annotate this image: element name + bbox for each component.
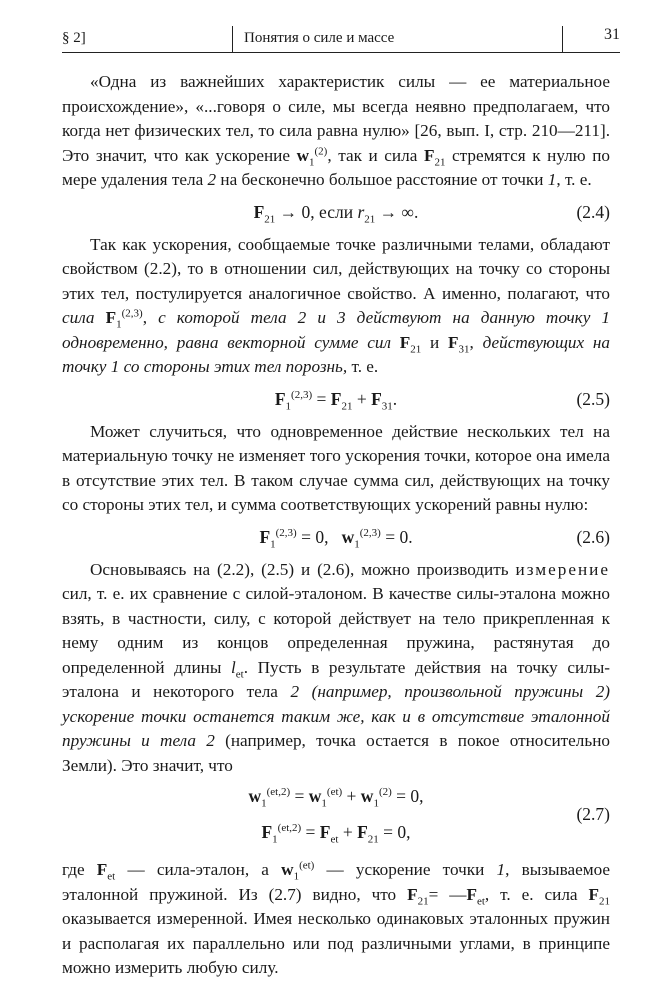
header-divider-left <box>232 26 233 52</box>
equation-number: (2.4) <box>576 201 610 222</box>
paragraph-5: где $F_{et}$ — сила-эталон, а $w_1^{(et)}$ — ускорение точки 1, вызываемое эталонной пружиной. Из (2.7) видно, что $F_{21}=$ $—F_{et}$, т. е. сила $F_{21}$ оказывается измеренной. Имея несколько одинаковых эталонных пружин и располагая их параллельно или под различными углами, в принципе можно измерить любую силу. <box>62 859 611 977</box>
paragraph-3: Может случиться, что одновременное действие нескольких тел на материальную точку не изменяет того ускорения точки, которое она имела в отсутствие этих тел. В таком случае сумма сил, действующих на точку со стороны этих тел, и сумма соответствующих ускорений равны нулю: <box>62 421 610 514</box>
header-rule <box>62 52 620 53</box>
section-mark: § 2] <box>62 30 86 46</box>
running-title: Понятия о силе и массе <box>244 30 395 46</box>
running-header <box>62 22 620 56</box>
equation-number: (2.7) <box>576 804 610 824</box>
equation-2-4: $F_{21} \to 0$, если $r_{21}$ → ∞. (2.4) <box>253 201 610 225</box>
paragraph-1: «Одна из важнейших характеристик силы — ее материальное происхождение», «...говоря о силе, мы всегда неявно предполагаем, что когда нет физических тел, то сила равна нулю» [26, вып. I, стр. 210—211]. Это значит, что как ускорение $w_1^{(2)}$, так и сила $F_{21}$ стремятся к нулю по мере удаления тела 2 на бесконечно большое расстояние от точки 1, т. е. <box>62 72 611 189</box>
equation-number: (2.6) <box>576 526 610 547</box>
page-body <box>62 70 610 981</box>
equation-2-7: $w_1^{(et,2)} = w_1^{(et)} + w_1^{(2)} = 0$, $F_1^{(et,2)} = F_{et} + F_{21} = 0$, (2.7) <box>248 786 610 846</box>
paragraph-4: Основываясь на (2.2), (2.5) и (2.6), можно производить измерение сил, т. е. их сравнение с силой-эталоном. В качестве силы-эталона можно взять, в частности, силу, с которой действует на тело прикрепленная к нему одним из концов определенная пружина, растянутая до определенной длины $l_{et}$. Пусть в результате действия на точку силы-эталона и некоторого тела 2 (например, произвольной пружины 2) ускорение точки останется таким же, как и в отсутствие эталонной пружины и тела 2 (например, точка остается в покое относительно Земли). Это значит, что <box>62 559 611 775</box>
header-divider-right <box>562 26 563 52</box>
paragraph-2: Так как ускорения, сообщаемые точке различными телами, обладают свойством (2.2), то в отношении сил, действующих на точку со стороны этих тел, постулируется аналогичное свойство. А именно, полагают, что сила $F_1^{(2,3)}$, с которой тела 2 и 3 действуют на данную точку 1 одновременно, равна векторной сумме сил $F_{21}$ и $F_{31}$, действующих на точку 1 со стороны этих тел порознь, т. е. <box>62 234 611 376</box>
equation-2-5: $F_1^{(2,3)} = F_{21} + F_{31}$. (2.5) <box>274 388 610 412</box>
equation-2-6: $F_1^{(2,3)} = 0$, $w_1^{(2,3)} = 0$. (2.6) <box>259 526 610 550</box>
equation-number: (2.5) <box>576 388 610 409</box>
page-number: 31 <box>604 26 620 43</box>
